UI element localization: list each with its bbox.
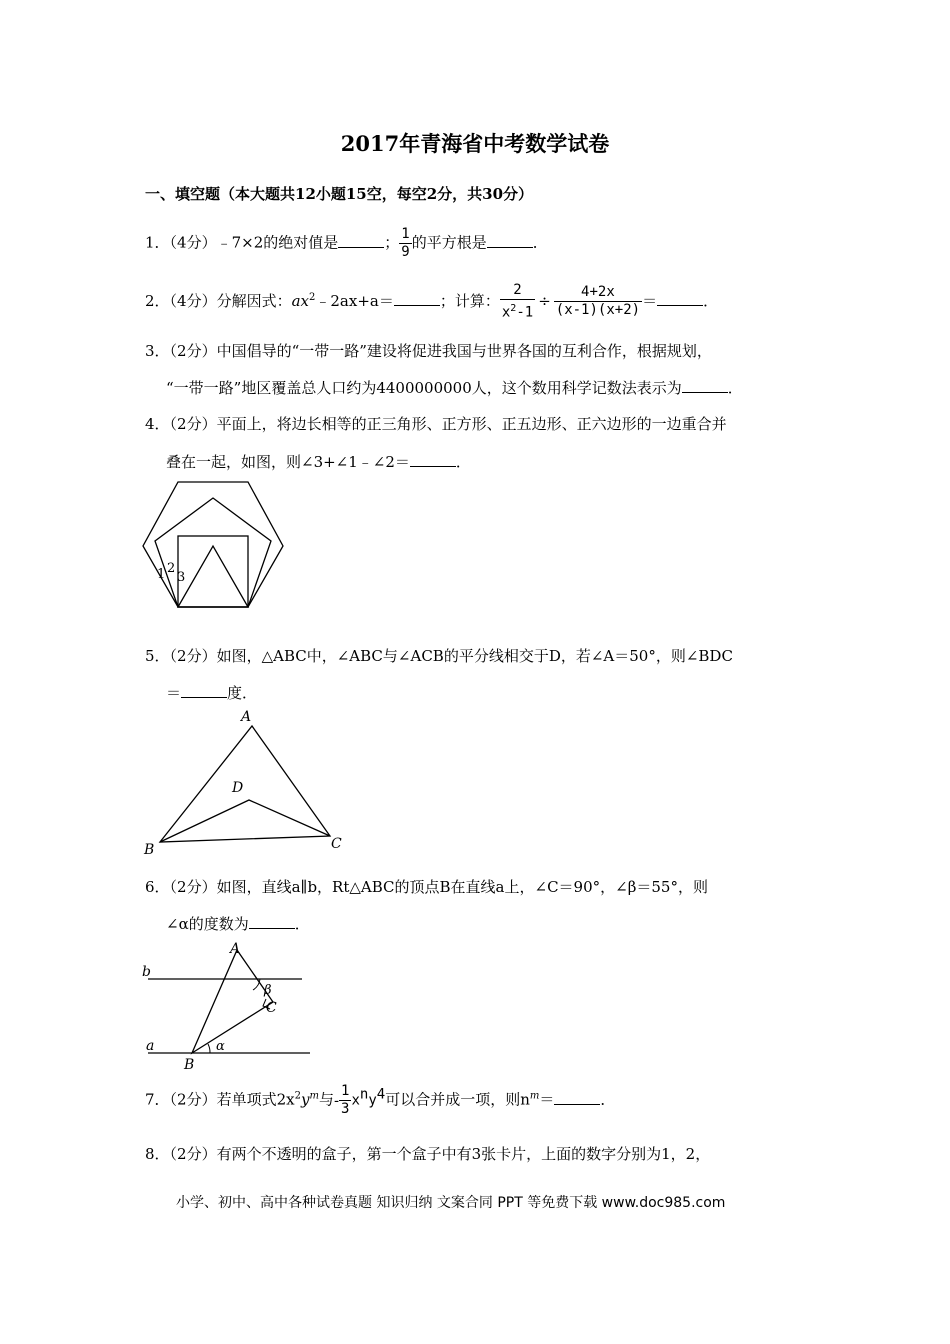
answer-blank[interactable] bbox=[657, 291, 703, 306]
line-label-a: a bbox=[146, 1038, 155, 1054]
vertex-label-b: B bbox=[144, 842, 155, 858]
question-2: 2．（4分）分解因式：$ax^2﹣2ax+a=$ ；计算： $\frac{2}{x^2-1}$ ÷ $\frac{4+2x}{(x-1)(x+2)}$ ＝ ． bbox=[145, 282, 719, 321]
question-6-line-1: 6．（2分）如图，直线a∥b，Rt△ABC的顶点B在直线a上，∠C＝90°，∠β＝55°，则 bbox=[145, 878, 708, 896]
vertex-label-b: B bbox=[184, 1057, 195, 1073]
vertex-label-c: C bbox=[331, 836, 342, 852]
answer-blank[interactable] bbox=[554, 1090, 600, 1105]
page-title: 2017年青海省中考数学试卷 bbox=[340, 131, 610, 156]
vertex-label-c: C bbox=[266, 1000, 277, 1016]
fraction: $\frac{1}{9}$ bbox=[401, 226, 410, 260]
vertex-label-a: A bbox=[230, 941, 241, 957]
angle-label-2: 2 bbox=[167, 561, 176, 576]
vertex-label-d: D bbox=[232, 780, 244, 796]
question-4-line-2: 叠在一起，如图，则∠3+∠1﹣∠2＝ ． bbox=[166, 453, 471, 471]
answer-blank[interactable] bbox=[181, 683, 227, 698]
question-8-line-1: 8．（2分）有两个不透明的盒子，第一个盒子中有3张卡片，上面的数字分别为1，2， bbox=[145, 1145, 711, 1163]
answer-blank[interactable] bbox=[410, 452, 456, 467]
fraction: $\frac{2}{x^2-1}$ bbox=[501, 282, 534, 321]
answer-blank[interactable] bbox=[249, 914, 295, 929]
parallel-lines-figure bbox=[140, 938, 320, 1078]
triangle-bisector-figure bbox=[140, 705, 360, 860]
answer-blank[interactable] bbox=[338, 233, 384, 248]
angle-label-1: 1 bbox=[157, 567, 166, 582]
angle-label-alpha: α bbox=[216, 1039, 225, 1054]
answer-blank[interactable] bbox=[487, 233, 533, 248]
fraction: $\frac{4+2x}{(x-1)(x+2)}$ bbox=[555, 284, 641, 319]
answer-blank[interactable] bbox=[682, 378, 728, 393]
question-7: 7．（2分）若单项式$2x^2y^m$与- $\frac{1}{3}$ $x^ny^4$可以合并成一项，则$n^m=$ ． bbox=[145, 1083, 616, 1117]
question-1: 1．（4分）﹣7×2的绝对值是 ； $\frac{1}{9}$ 的平方根是 ． bbox=[145, 226, 548, 260]
question-6-line-2: ∠α的度数为 ． bbox=[166, 915, 310, 933]
line-label-b: b bbox=[142, 964, 151, 980]
fraction: $\frac{1}{3}$ bbox=[341, 1083, 350, 1117]
question-3-line-2: “一带一路”地区覆盖总人口约为4400000000人，这个数用科学记数法表示为 ． bbox=[166, 379, 743, 397]
section-heading: 一、填空题（本大题共12小题15空，每空2分，共30分） bbox=[145, 185, 534, 203]
vertex-label-a: A bbox=[241, 709, 252, 725]
question-5-line-1: 5．（2分）如图，△ABC中，∠ABC与∠ACB的平分线相交于D，若∠A＝50°，则∠BDC bbox=[145, 647, 733, 665]
question-4-line-1: 4．（2分）平面上，将边长相等的正三角形、正方形、正五边形、正六边形的一边重合并 bbox=[145, 415, 727, 433]
angle-label-3: 3 bbox=[177, 570, 186, 585]
angle-label-beta: β bbox=[264, 983, 272, 998]
polygons-figure bbox=[140, 475, 300, 615]
question-3-line-1: 3．（2分）中国倡导的“一带一路”建设将促进我国与世界各国的互利合作，根据规划， bbox=[145, 342, 712, 360]
footer-text: 小学、初中、高中各种试卷真题 知识归纳 文案合同 PPT 等免费下载 www.doc985.com bbox=[176, 1195, 726, 1211]
answer-blank[interactable] bbox=[394, 291, 440, 306]
question-5-line-2: ＝ 度． bbox=[166, 684, 258, 702]
